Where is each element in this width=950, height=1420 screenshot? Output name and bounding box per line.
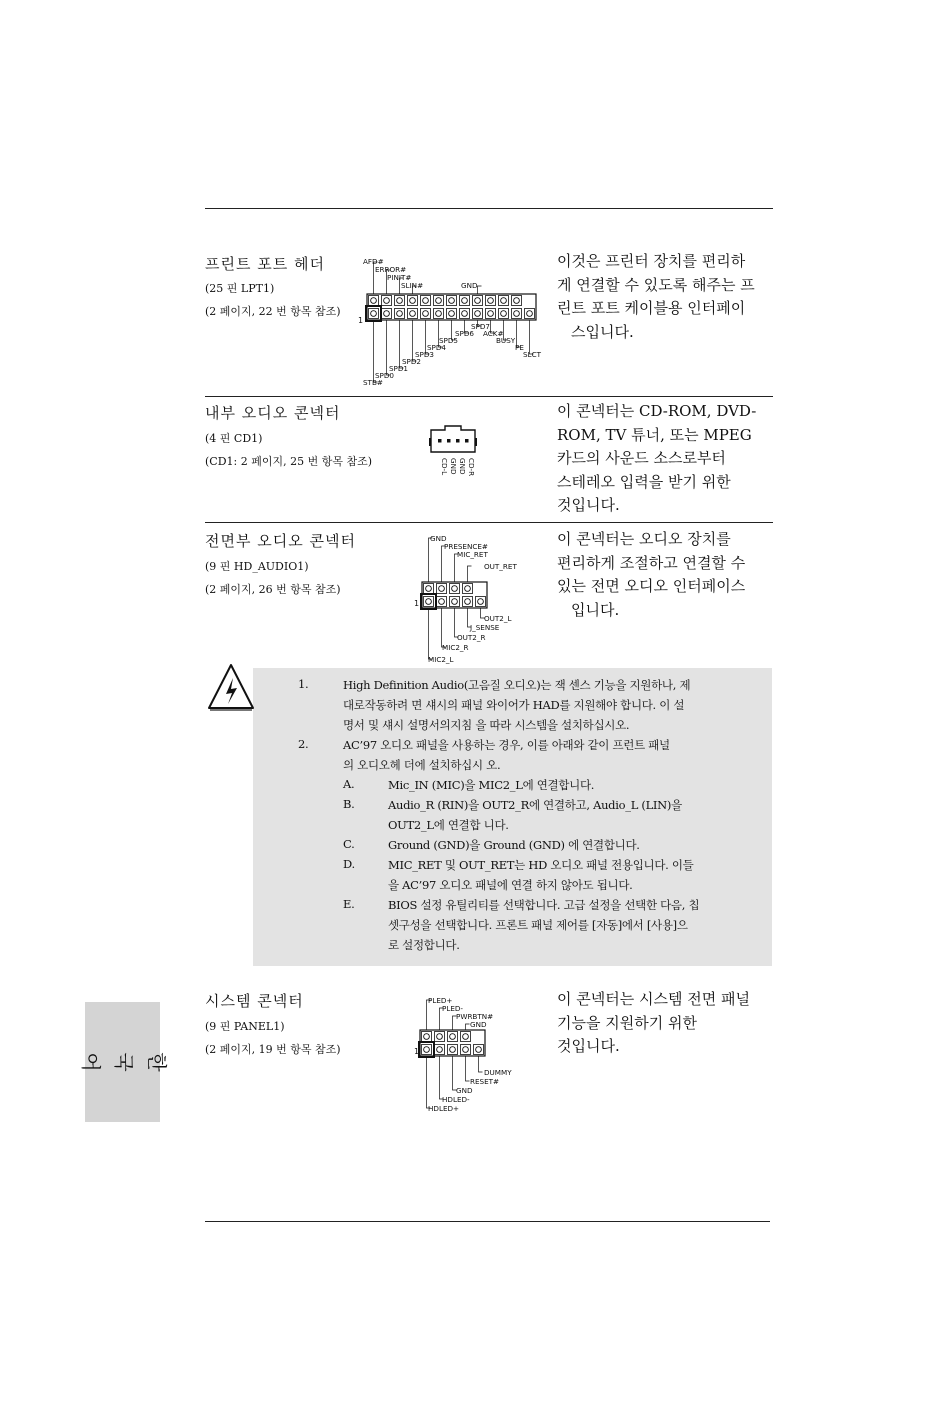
section-reference: (2 페이지, 22 번 항목 참조) xyxy=(205,305,341,318)
pin-label: PLED+ xyxy=(428,996,453,1005)
pin-label: PRESENCE# xyxy=(444,542,488,551)
pin-hole xyxy=(371,298,377,304)
pin-label: SPD7 xyxy=(471,322,491,331)
divider-1 xyxy=(205,396,773,397)
cd-pin xyxy=(465,439,469,443)
pin-hole xyxy=(437,1047,443,1053)
note-subitem-line: 로 설정합니다. xyxy=(388,938,460,952)
pin-cell xyxy=(447,309,457,319)
pin-hole xyxy=(436,311,442,317)
section-pin-info: (4 핀 CD1) xyxy=(205,432,263,445)
pin-label: GND xyxy=(461,281,478,290)
desc-line: 린트 포트 케이블용 인터페이 xyxy=(557,299,746,317)
note-subitem-letter: C. xyxy=(343,837,355,851)
bottom-rule xyxy=(205,1221,770,1222)
desc-line: 입니다. xyxy=(571,600,620,619)
pin-label: SPD6 xyxy=(455,329,475,338)
pin-cell xyxy=(499,309,509,319)
pin-label: ACK# xyxy=(483,329,504,338)
pin-label: MIC_RET xyxy=(457,550,488,559)
pin-hole xyxy=(423,311,429,317)
pin-cell xyxy=(473,309,483,319)
pin-cell xyxy=(463,584,473,594)
pin-cell xyxy=(512,309,522,319)
pin-cell xyxy=(461,1045,471,1055)
pin-lead xyxy=(429,538,433,582)
desc-line: 카드의 사운드 소스로부터 xyxy=(557,449,726,467)
desc-line: 스입니다. xyxy=(571,322,634,341)
note-line: 대로작동하려 면 섀시의 패널 와이어가 HAD를 지원해야 합니다. 이 설 xyxy=(343,698,685,712)
pin-cell xyxy=(447,296,457,306)
pin-label: OUT2_R xyxy=(457,633,486,642)
pin-hole xyxy=(384,298,390,304)
pin-hole xyxy=(462,298,468,304)
pin-cell xyxy=(421,309,431,319)
desc-line: 것입니다. xyxy=(557,1037,620,1055)
pin-hole xyxy=(463,1034,469,1040)
section-reference: (CD1: 2 페이지, 25 번 항목 참조) xyxy=(205,455,373,468)
lpt-header-diagram xyxy=(355,254,543,386)
pin-label: J_SENSE xyxy=(470,623,500,632)
side-tab-char: 국 xyxy=(112,1052,136,1072)
pin-hole xyxy=(476,1047,482,1053)
pin-label: SLCT xyxy=(523,350,541,359)
cd-pin-label: GND xyxy=(449,458,458,475)
section-reference: (2 페이지, 19 번 항목 참조) xyxy=(205,1043,341,1056)
pin-hole xyxy=(514,311,520,317)
pin-hole xyxy=(450,1047,456,1053)
language-side-tab xyxy=(79,1002,169,1122)
section-pin-info: (9 핀 HD_AUDIO1) xyxy=(205,560,309,573)
pin-cell xyxy=(437,584,447,594)
pin-label: DUMMY xyxy=(484,1068,512,1077)
pin-cell xyxy=(369,296,379,306)
pin-label: SPD3 xyxy=(415,350,435,359)
pin-hole xyxy=(397,298,403,304)
pin-lead xyxy=(466,1056,470,1081)
side-tab-label xyxy=(74,1050,173,1074)
hd-audio-header-diagram xyxy=(412,532,527,666)
pin-label: AFD# xyxy=(363,257,384,266)
pin-label: MIC2_R xyxy=(442,643,469,652)
pin-cell xyxy=(395,296,405,306)
pin-hole xyxy=(527,311,533,317)
pin-cell xyxy=(424,597,434,607)
pin-cell xyxy=(435,1045,445,1055)
pin-lead xyxy=(429,608,433,659)
note-subitem-line: Mic_IN (MIC)을 MIC2_L에 연결합니다. xyxy=(388,778,595,792)
pin-label: GND xyxy=(430,534,447,543)
pin-hole xyxy=(514,298,520,304)
desc-line: 이 콘넥터는 CD-ROM, DVD- xyxy=(557,402,757,420)
note-subitem-letter: E. xyxy=(343,897,355,911)
desc-line: 편리하게 조절하고 연결할 수 xyxy=(557,553,746,572)
section-title: 프린트 포트 헤더 xyxy=(205,255,325,273)
section-reference: (2 페이지, 26 번 항목 참조) xyxy=(205,583,341,596)
pin-label: PE xyxy=(515,343,524,352)
pin-lead xyxy=(440,1056,444,1099)
section-description xyxy=(557,250,772,344)
pin-label: BUSY xyxy=(496,336,516,345)
pin1-marker: 1 xyxy=(358,316,364,325)
pin-cell xyxy=(450,597,460,607)
pin-label: SPD2 xyxy=(402,357,422,366)
pin-hole xyxy=(465,586,471,592)
section-description xyxy=(557,400,772,518)
pin-cell xyxy=(408,309,418,319)
section-description xyxy=(557,988,772,1059)
pin-cell xyxy=(424,584,434,594)
panel-header-diagram xyxy=(412,994,522,1114)
cd-pin xyxy=(447,439,451,443)
pin-cell xyxy=(382,309,392,319)
pin-cell xyxy=(476,597,486,607)
cd-pin-label: GND xyxy=(458,458,467,475)
warning-icon xyxy=(206,662,256,714)
pin-hole xyxy=(426,599,432,605)
pin-hole xyxy=(423,298,429,304)
pin-hole xyxy=(478,599,484,605)
section-pin-info: (9 핀 PANEL1) xyxy=(205,1020,285,1033)
desc-line: ROM, TV 튜너, 또는 MPEG xyxy=(557,425,752,444)
pin-hole xyxy=(437,1034,443,1040)
note-subitem-letter: A. xyxy=(343,777,355,791)
note-subitem-line: Audio_R (RIN)을 OUT2_R에 연결하고, Audio_L (LIN)을 xyxy=(388,798,682,812)
pin-hole xyxy=(410,311,416,317)
pin-cell xyxy=(461,1032,471,1042)
note-subitem-line: OUT2_L에 연결합 니다. xyxy=(388,818,509,832)
pin-cell xyxy=(448,1045,458,1055)
pin-hole xyxy=(488,298,494,304)
section-title: 시스템 콘넥터 xyxy=(205,992,304,1010)
section-description xyxy=(557,528,772,622)
pin-hole xyxy=(488,311,494,317)
pin-hole xyxy=(410,298,416,304)
cd-pin-label: CD-R xyxy=(467,458,476,477)
pin-label: PLED- xyxy=(442,1004,464,1013)
desc-line: 이 콘넥터는 시스템 전면 패널 xyxy=(557,990,750,1008)
pin-cell xyxy=(473,296,483,306)
pin-cell xyxy=(448,1032,458,1042)
desc-line: 게 연결할 수 있도록 해주는 프 xyxy=(557,275,755,294)
pin-label: SPD5 xyxy=(439,336,459,345)
pin-hole xyxy=(449,298,455,304)
note-line: High Definition Audio(고음질 오디오)는 잭 센스 기능을 지원하나, 제 xyxy=(343,678,691,692)
pin-label: PWRBTN# xyxy=(456,1012,494,1021)
note-subitem-line: 을 AC’97 오디오 패널에 연결 하지 않아도 됩니다. xyxy=(388,878,633,892)
pin-hole xyxy=(450,1034,456,1040)
section-title: 내부 오디오 콘넥터 xyxy=(205,404,341,422)
note-subitem-letter: D. xyxy=(343,857,355,871)
pin-label: GND xyxy=(470,1020,487,1029)
pin-lead xyxy=(530,320,534,354)
desc-line: 스테레오 입력을 받기 위한 xyxy=(557,472,731,491)
pin-cell xyxy=(525,309,535,319)
desc-line: 것입니다. xyxy=(557,496,620,514)
note-subitem-line: 셋구성을 선택합니다. 프론트 패널 제어를 [자동]에서 [사용]으 xyxy=(388,918,688,932)
pin-cell xyxy=(450,584,460,594)
pin-hole xyxy=(449,311,455,317)
pin-cell xyxy=(486,309,496,319)
note-subitem-letter: B. xyxy=(343,797,355,811)
desc-line: 이것은 프린터 장치를 편리하 xyxy=(557,252,746,270)
pin-hole xyxy=(424,1034,430,1040)
pin-lead xyxy=(442,608,446,647)
pin-hole xyxy=(501,298,507,304)
pin-lead xyxy=(479,1056,483,1072)
pin-hole xyxy=(475,298,481,304)
note-subitem-line: MIC_RET 및 OUT_RET는 HD 오디오 패널 전용입니다. 이들 xyxy=(388,858,694,872)
desc-line: 있는 전면 오디오 인터페이스 xyxy=(557,577,746,595)
pin-cell xyxy=(382,296,392,306)
pin-label: STB# xyxy=(363,378,383,386)
pin-cell xyxy=(437,597,447,607)
pin-label: SLIN# xyxy=(401,281,424,290)
pin-lead xyxy=(466,1024,470,1030)
pin-lead xyxy=(468,566,472,582)
pin-hole xyxy=(452,586,458,592)
pin-hole xyxy=(501,311,507,317)
cd-pin xyxy=(438,439,442,443)
pin-label: HDLED+ xyxy=(428,1104,460,1113)
note-subitem-line: BIOS 설정 유틸리티를 선택합니다. 고급 설정을 선택한 다음, 칩 xyxy=(388,898,700,912)
pin-hole xyxy=(397,311,403,317)
side-tab-char: 어 xyxy=(79,1052,103,1072)
pin-label: MIC2_L xyxy=(428,655,454,664)
side-tab-char: 한 xyxy=(145,1052,169,1072)
pin-label: HDLED- xyxy=(442,1095,470,1104)
pin-hole xyxy=(439,586,445,592)
pin-cell xyxy=(499,296,509,306)
pin-label: OUT2_L xyxy=(484,614,512,623)
pin-hole xyxy=(424,1047,430,1053)
pin-label: SPD1 xyxy=(389,364,409,373)
note-number: 1. xyxy=(298,677,309,691)
pin-label: SPD4 xyxy=(427,343,447,352)
pin-lead xyxy=(442,546,446,582)
pin-lead xyxy=(427,1056,431,1108)
pin-hole xyxy=(475,311,481,317)
pin-label: ERROR# xyxy=(375,265,407,274)
pin-cell xyxy=(460,309,470,319)
pin-hole xyxy=(452,599,458,605)
pin-cell xyxy=(435,1032,445,1042)
pin-cell xyxy=(474,1045,484,1055)
desc-line: 기능을 지원하기 위한 xyxy=(557,1013,697,1032)
pin-hole xyxy=(371,311,377,317)
pin-cell xyxy=(460,296,470,306)
pin1-marker: 1 xyxy=(414,1047,420,1056)
pin-cell xyxy=(486,296,496,306)
pin-label: RESET# xyxy=(470,1077,500,1086)
pin-label: SPD0 xyxy=(375,371,395,380)
pin-lead xyxy=(453,1056,457,1090)
cd-pin-label: CD-L xyxy=(440,458,449,476)
pin-hole xyxy=(436,298,442,304)
pin-label: PINIT# xyxy=(387,273,412,282)
pin-hole xyxy=(426,586,432,592)
section-title: 전면부 오디오 콘넥터 xyxy=(205,532,356,550)
note-line: 의 오디오헤 더에 설치하십시 오. xyxy=(343,758,501,772)
pin1-marker: 1 xyxy=(414,599,420,608)
pin-cell xyxy=(395,309,405,319)
pin-cell xyxy=(369,309,379,319)
pin-hole xyxy=(439,599,445,605)
note-line: 명서 및 섀시 설명서의지침 을 따라 시스템을 설치하십시오. xyxy=(343,718,630,732)
pin-lead xyxy=(478,286,482,294)
pin-cell xyxy=(463,597,473,607)
pin-cell xyxy=(512,296,522,306)
pin-hole xyxy=(384,311,390,317)
pin-hole xyxy=(463,1047,469,1053)
pin-cell xyxy=(422,1045,432,1055)
pin-hole xyxy=(465,599,471,605)
section-internal-audio xyxy=(205,402,772,520)
note-subitem-line: Ground (GND)을 Ground (GND) 에 연결합니다. xyxy=(388,838,640,852)
note-number: 2. xyxy=(298,737,309,751)
pin-label: OUT_RET xyxy=(484,562,517,571)
pin-cell xyxy=(421,296,431,306)
divider-2 xyxy=(205,522,773,523)
pin-cell xyxy=(408,296,418,306)
pin-hole xyxy=(462,311,468,317)
pin-cell xyxy=(434,309,444,319)
pin-cell xyxy=(422,1032,432,1042)
desc-line: 이 콘넥터는 오디오 장치를 xyxy=(557,530,731,548)
pin-cell xyxy=(434,296,444,306)
cd-pin xyxy=(456,439,460,443)
section-pin-info: (25 핀 LPT1) xyxy=(205,282,275,295)
pin-label: GND xyxy=(456,1086,473,1095)
note-line: AC’97 오디오 패널을 사용하는 경우, 이를 아래와 같이 프런트 패널 xyxy=(343,738,670,752)
cd-connector-diagram xyxy=(425,424,481,486)
top-rule xyxy=(205,208,773,209)
